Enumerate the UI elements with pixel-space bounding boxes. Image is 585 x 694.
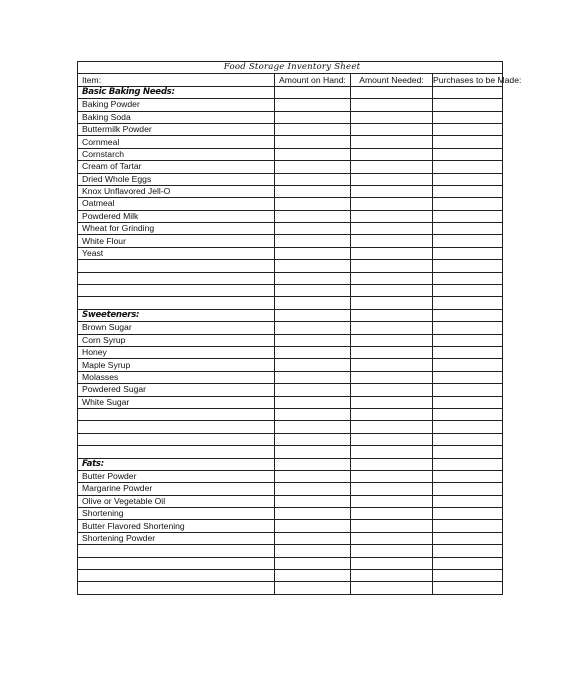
amount-needed-cell[interactable] (351, 384, 433, 396)
item-name-blank[interactable] (78, 570, 275, 582)
purchases-cell[interactable] (433, 408, 503, 420)
table-row (78, 235, 503, 247)
purchases-cell[interactable] (433, 223, 503, 235)
amount-on-hand-cell[interactable] (275, 570, 351, 582)
amount-on-hand-cell[interactable] (275, 309, 351, 321)
item-name: Powdered Sugar (78, 384, 275, 396)
amount-on-hand-cell[interactable] (275, 148, 351, 160)
table-row (78, 136, 503, 148)
blank-row (78, 433, 503, 445)
purchases-cell[interactable] (433, 309, 503, 321)
amount-needed-cell[interactable] (351, 173, 433, 185)
item-name: Shortening (78, 508, 275, 520)
inventory-sheet (77, 61, 522, 632)
amount-needed-cell[interactable] (351, 408, 433, 420)
purchases-cell[interactable] (433, 483, 503, 495)
section-heading: Sweeteners: (78, 309, 275, 321)
table-row (78, 185, 503, 197)
blank-row (78, 297, 503, 309)
amount-needed-cell[interactable] (351, 161, 433, 173)
item-name: Powdered Milk (78, 210, 275, 222)
purchases-cell[interactable] (433, 396, 503, 408)
amount-on-hand-cell[interactable] (275, 346, 351, 358)
amount-on-hand-cell[interactable] (275, 210, 351, 222)
amount-needed-cell[interactable] (351, 210, 433, 222)
amount-needed-cell[interactable] (351, 285, 433, 297)
amount-needed-cell[interactable] (351, 346, 433, 358)
table-row (78, 532, 503, 544)
header-row (78, 74, 503, 86)
table-row (78, 334, 503, 346)
table-row (78, 483, 503, 495)
amount-on-hand-cell[interactable] (275, 272, 351, 284)
amount-needed-cell[interactable] (351, 136, 433, 148)
blank-row (78, 260, 503, 272)
purchases-cell[interactable] (433, 99, 503, 111)
blank-row (78, 582, 503, 594)
purchases-cell[interactable] (433, 384, 503, 396)
item-name: White Sugar (78, 396, 275, 408)
item-name: Molasses (78, 371, 275, 383)
amount-on-hand-cell[interactable] (275, 421, 351, 433)
amount-on-hand-cell[interactable] (275, 161, 351, 173)
amount-on-hand-cell[interactable] (275, 520, 351, 532)
item-name: Shortening Powder (78, 532, 275, 544)
item-name-blank[interactable] (78, 408, 275, 420)
amount-on-hand-cell[interactable] (275, 470, 351, 482)
blank-row (78, 272, 503, 284)
item-name: Honey (78, 346, 275, 358)
purchases-cell[interactable] (433, 508, 503, 520)
item-name-blank[interactable] (78, 421, 275, 433)
amount-on-hand-cell[interactable] (275, 508, 351, 520)
column-header-amount-on-hand: Amount on Hand: (275, 74, 351, 86)
purchases-cell[interactable] (433, 458, 503, 470)
amount-on-hand-cell[interactable] (275, 384, 351, 396)
purchases-cell[interactable] (433, 346, 503, 358)
table-row (78, 148, 503, 160)
amount-needed-cell[interactable] (351, 371, 433, 383)
amount-needed-cell[interactable] (351, 458, 433, 470)
amount-on-hand-cell[interactable] (275, 371, 351, 383)
amount-needed-cell[interactable] (351, 260, 433, 272)
inventory-table (77, 61, 522, 595)
amount-on-hand-cell[interactable] (275, 198, 351, 210)
column-header-amount-needed: Amount Needed: (351, 74, 433, 86)
item-name-blank[interactable] (78, 446, 275, 458)
item-name: Baking Soda (78, 111, 275, 123)
table-row (78, 384, 503, 396)
purchases-cell[interactable] (433, 495, 503, 507)
amount-needed-cell[interactable] (351, 272, 433, 284)
table-row (78, 508, 503, 520)
table-row (78, 396, 503, 408)
purchases-cell[interactable] (433, 582, 503, 594)
item-name: Butter Powder (78, 470, 275, 482)
item-name: Butter Flavored Shortening (78, 520, 275, 532)
sheet-title: Food Storage Inventory Sheet (78, 62, 503, 74)
blank-row (78, 446, 503, 458)
item-name: Margarine Powder (78, 483, 275, 495)
blank-row (78, 421, 503, 433)
purchases-cell[interactable] (433, 260, 503, 272)
table-row (78, 99, 503, 111)
blank-row (78, 545, 503, 557)
amount-on-hand-cell[interactable] (275, 545, 351, 557)
amount-needed-cell[interactable] (351, 483, 433, 495)
item-name: Baking Powder (78, 99, 275, 111)
item-name-blank[interactable] (78, 260, 275, 272)
purchases-cell[interactable] (433, 470, 503, 482)
amount-needed-cell[interactable] (351, 123, 433, 135)
amount-on-hand-cell[interactable] (275, 359, 351, 371)
amount-on-hand-cell[interactable] (275, 173, 351, 185)
item-name: Cornstarch (78, 148, 275, 160)
amount-needed-cell[interactable] (351, 557, 433, 569)
purchases-cell[interactable] (433, 371, 503, 383)
purchases-cell[interactable] (433, 433, 503, 445)
amount-on-hand-cell[interactable] (275, 136, 351, 148)
amount-needed-cell[interactable] (351, 185, 433, 197)
amount-on-hand-cell[interactable] (275, 99, 351, 111)
amount-on-hand-cell[interactable] (275, 495, 351, 507)
purchases-cell[interactable] (433, 198, 503, 210)
table-row (78, 470, 503, 482)
blank-row (78, 285, 503, 297)
section-heading-row (78, 86, 503, 98)
amount-needed-cell[interactable] (351, 433, 433, 445)
purchases-cell[interactable] (433, 322, 503, 334)
amount-on-hand-cell[interactable] (275, 123, 351, 135)
amount-needed-cell[interactable] (351, 582, 433, 594)
amount-needed-cell[interactable] (351, 520, 433, 532)
item-name-blank[interactable] (78, 557, 275, 569)
purchases-cell[interactable] (433, 297, 503, 309)
item-name-blank[interactable] (78, 582, 275, 594)
item-name: Maple Syrup (78, 359, 275, 371)
amount-on-hand-cell[interactable] (275, 235, 351, 247)
table-row (78, 123, 503, 135)
item-name: Oatmeal (78, 198, 275, 210)
item-name: Olive or Vegetable Oil (78, 495, 275, 507)
table-row (78, 198, 503, 210)
purchases-cell[interactable] (433, 545, 503, 557)
section-heading-row (78, 309, 503, 321)
amount-on-hand-cell[interactable] (275, 334, 351, 346)
table-row (78, 111, 503, 123)
amount-on-hand-cell[interactable] (275, 446, 351, 458)
amount-on-hand-cell[interactable] (275, 297, 351, 309)
item-name-blank[interactable] (78, 285, 275, 297)
amount-on-hand-cell[interactable] (275, 247, 351, 259)
item-name-blank[interactable] (78, 545, 275, 557)
amount-on-hand-cell[interactable] (275, 483, 351, 495)
amount-on-hand-cell[interactable] (275, 582, 351, 594)
amount-on-hand-cell[interactable] (275, 433, 351, 445)
blank-row (78, 570, 503, 582)
amount-needed-cell[interactable] (351, 470, 433, 482)
amount-on-hand-cell[interactable] (275, 557, 351, 569)
purchases-cell[interactable] (433, 148, 503, 160)
blank-row (78, 408, 503, 420)
section-heading-row (78, 458, 503, 470)
table-row (78, 359, 503, 371)
amount-needed-cell[interactable] (351, 322, 433, 334)
item-name: White Flour (78, 235, 275, 247)
purchases-cell[interactable] (433, 123, 503, 135)
amount-needed-cell[interactable] (351, 532, 433, 544)
amount-needed-cell[interactable] (351, 223, 433, 235)
amount-on-hand-cell[interactable] (275, 532, 351, 544)
item-name: Yeast (78, 247, 275, 259)
amount-needed-cell[interactable] (351, 446, 433, 458)
item-name: Brown Sugar (78, 322, 275, 334)
purchases-cell[interactable] (433, 272, 503, 284)
amount-on-hand-cell[interactable] (275, 86, 351, 98)
title-row (78, 62, 503, 74)
table-row (78, 173, 503, 185)
amount-needed-cell[interactable] (351, 148, 433, 160)
section-heading: Fats: (78, 458, 275, 470)
purchases-cell[interactable] (433, 446, 503, 458)
amount-needed-cell[interactable] (351, 198, 433, 210)
purchases-cell[interactable] (433, 235, 503, 247)
amount-needed-cell[interactable] (351, 396, 433, 408)
amount-needed-cell[interactable] (351, 309, 433, 321)
column-header-purchases: Purchases to be Made: (433, 74, 522, 85)
purchases-cell[interactable] (433, 86, 503, 98)
amount-needed-cell[interactable] (351, 421, 433, 433)
purchases-cell[interactable] (433, 136, 503, 148)
amount-needed-cell[interactable] (351, 99, 433, 111)
purchases-cell[interactable] (433, 285, 503, 297)
purchases-cell[interactable] (433, 111, 503, 123)
purchases-cell[interactable] (433, 532, 503, 544)
table-row (78, 346, 503, 358)
amount-on-hand-cell[interactable] (275, 260, 351, 272)
table-row (78, 495, 503, 507)
blank-row (78, 557, 503, 569)
amount-needed-cell[interactable] (351, 508, 433, 520)
amount-on-hand-cell[interactable] (275, 322, 351, 334)
item-name: Dried Whole Eggs (78, 173, 275, 185)
purchases-cell[interactable] (433, 173, 503, 185)
purchases-cell[interactable] (433, 570, 503, 582)
amount-on-hand-cell[interactable] (275, 285, 351, 297)
table-row (78, 322, 503, 334)
amount-needed-cell[interactable] (351, 495, 433, 507)
amount-needed-cell[interactable] (351, 297, 433, 309)
table-row (78, 520, 503, 532)
purchases-cell[interactable] (433, 359, 503, 371)
amount-needed-cell[interactable] (351, 111, 433, 123)
item-name: Buttermilk Powder (78, 123, 275, 135)
item-name: Knox Unflavored Jell-O (78, 185, 275, 197)
amount-needed-cell[interactable] (351, 235, 433, 247)
amount-needed-cell[interactable] (351, 570, 433, 582)
section-heading: Basic Baking Needs: (78, 86, 275, 98)
purchases-cell[interactable] (433, 557, 503, 569)
amount-on-hand-cell[interactable] (275, 458, 351, 470)
item-name: Wheat for Grinding (78, 223, 275, 235)
purchases-cell[interactable] (433, 161, 503, 173)
purchases-cell[interactable] (433, 421, 503, 433)
purchases-cell[interactable] (433, 247, 503, 259)
amount-needed-cell[interactable] (351, 334, 433, 346)
amount-on-hand-cell[interactable] (275, 223, 351, 235)
table-row (78, 210, 503, 222)
purchases-cell[interactable] (433, 334, 503, 346)
table-row (78, 223, 503, 235)
item-name-blank[interactable] (78, 272, 275, 284)
amount-needed-cell[interactable] (351, 247, 433, 259)
table-row (78, 371, 503, 383)
amount-on-hand-cell[interactable] (275, 396, 351, 408)
purchases-cell[interactable] (433, 185, 503, 197)
amount-needed-cell[interactable] (351, 359, 433, 371)
item-name-blank[interactable] (78, 433, 275, 445)
amount-on-hand-cell[interactable] (275, 185, 351, 197)
item-name-blank[interactable] (78, 297, 275, 309)
amount-needed-cell[interactable] (351, 545, 433, 557)
amount-on-hand-cell[interactable] (275, 408, 351, 420)
table-row (78, 247, 503, 259)
purchases-cell[interactable] (433, 520, 503, 532)
amount-on-hand-cell[interactable] (275, 111, 351, 123)
table-row (78, 161, 503, 173)
item-name: Corn Syrup (78, 334, 275, 346)
item-name: Cream of Tartar (78, 161, 275, 173)
item-name: Cornmeal (78, 136, 275, 148)
column-header-item: Item: (78, 74, 275, 86)
purchases-cell[interactable] (433, 210, 503, 222)
amount-needed-cell[interactable] (351, 86, 433, 98)
